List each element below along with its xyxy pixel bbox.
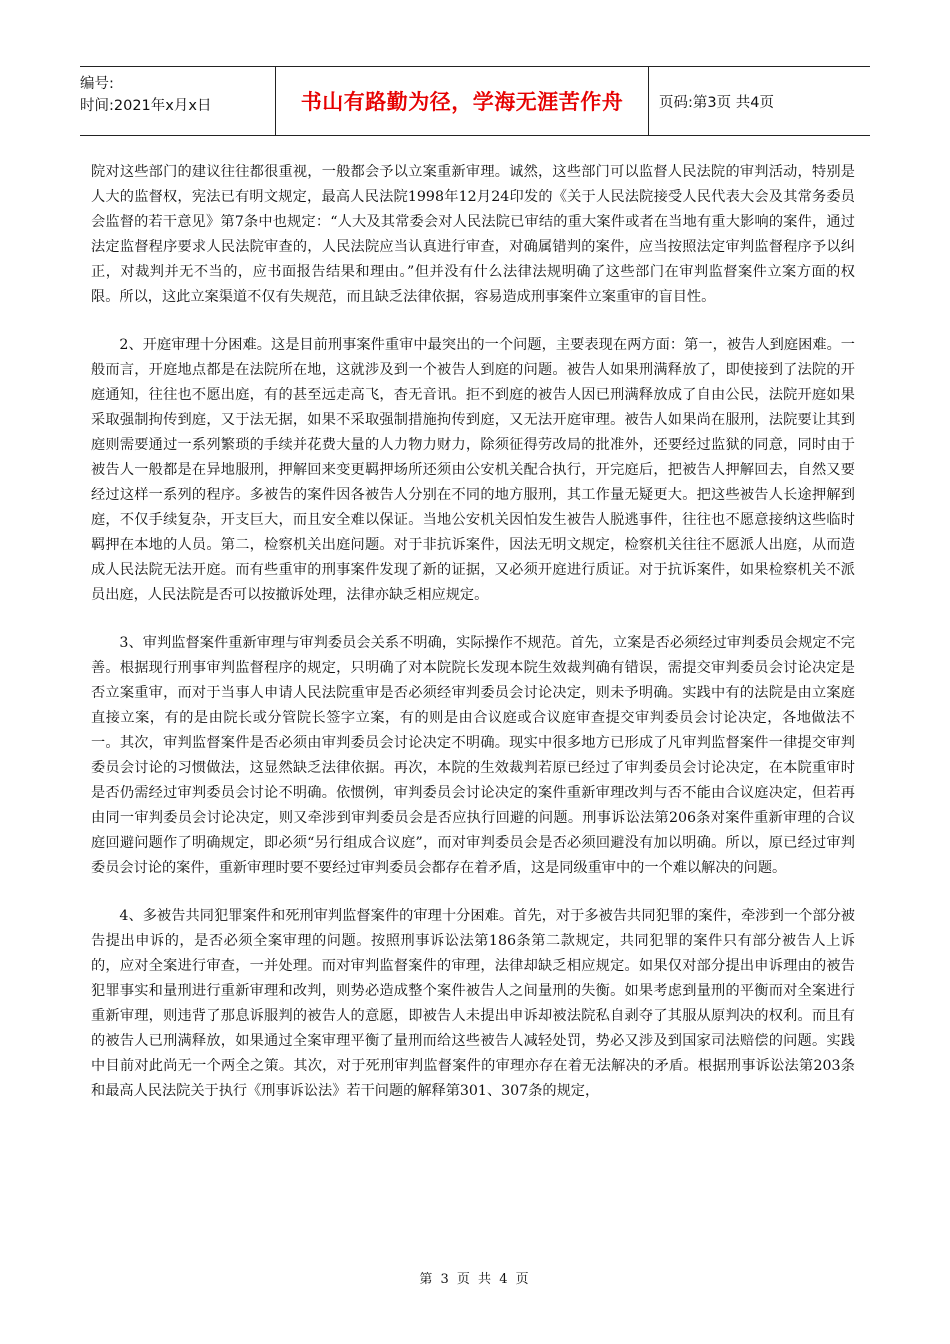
document-time-label: 时间:2021年x月x日 xyxy=(80,98,212,114)
body-paragraph-3: 3、审判监督案件重新审理与审判委员会关系不明确，实际操作不规范。首先，立案是否必须经过审判委员会规定不完善。根据现行刑事审判监督程序的规定，只明确了对本院院长发现本院生效裁判确有错误，需提交审判委员会讨论决定是否立案重审，而对于当事人申请人民法院重审是否必须经审判委员会讨论决定，则未予明确。实践中有的法院是由立案庭直接立案，有的是由院长或分管院长签字立案，有的则是由合议庭或合议庭审查提交审判委员会讨论决定，各地做法不一。其次，审判监督案件是否必须由审判委员会讨论决定不明确。现实中很多地方已形成了凡审判监督案件一律提交审判委员会讨论的习惯做法，这显然缺乏法律依据。再次，本院的生效裁判若原已经过了审判委员会讨论决定，在本院重审时是否仍需经过审判委员会讨论不明确。依惯例，审判委员会讨论决定的案件重新审理改判与否不能由合议庭决定，但若再由同一审判委员会讨论决定，则又牵涉到审判委员会是否应执行回避的问题。刑事诉讼法第206条对案件重新审理的合议庭回避问题作了明确规定，即必须“另行组成合议庭”，而对审判委员会是否必须回避没有加以明确。所以，原已经过审判委员会讨论的案件，重新审理时要不要经过审判委员会都存在着矛盾，这是同级重审中的一个难以解决的问题。 xyxy=(91,635,855,876)
header-motto: 书山有路勤为径，学海无涯苦作舟 xyxy=(275,67,649,135)
header-page-number: 页码:第3页 共4页 xyxy=(659,94,774,111)
document-body xyxy=(91,160,855,1127)
body-paragraph-1: 院对这些部门的建议往往都很重视，一般都会予以立案重新审理。诚然，这些部门可以监督人民法院的审判活动，特别是人大的监督权，宪法已有明文规定，最高人民法院1998年12月24印发的《关于人民法院接受人民代表大会及其常务委员会监督的若干意见》第7条中也规定：“人大及其常委会对人民法院已审结的重大案件或者在当地有重大影响的案件，通过法定监督程序要求人民法院审查的，人民法院应当认真进行审查，对确属错判的案件，应当按照法定审判监督程序予以纠正，对裁判并无不当的，应书面报告结果和理由。”但并没有什么法律法规明确了这些部门在审判监督案件立案方面的权限。所以，这此立案渠道不仅有失规范，而且缺乏法律依据，容易造成刑事案件立案重审的盲目性。 xyxy=(91,164,855,305)
page-header xyxy=(80,66,870,136)
header-meta xyxy=(80,67,275,135)
document-number-label: 编号: xyxy=(80,76,114,92)
body-paragraph-4: 4、多被告共同犯罪案件和死刑审判监督案件的审理十分困难。首先，对于多被告共同犯罪的案件，牵涉到一个部分被告提出申诉的，是否必须全案审理的问题。按照刑事诉讼法第186条第二款规定，共同犯罪的案件只有部分被告人上诉的，应对全案进行审查，一并处理。而对审判监督案件的审理，法律却缺乏相应规定。如果仅对部分提出申诉理由的被告犯罪事实和量刑进行重新审理和改判，则势必造成整个案件被告人之间量刑的失衡。如果考虑到量刑的平衡而对全案进行重新审理，则违背了那息诉服判的被告人的意愿，即被告人未提出申诉却被法院私自剥夺了其服从原判决的权利。而且有的被告人已刑满释放，如果通过全案审理平衡了量刑而给这些被告人减轻处罚，势必又涉及到国家司法赔偿的问题。实践中目前对此尚无一个两全之策。其次，对于死刑审判监督案件的审理亦存在着无法解决的矛盾。根据刑事诉讼法第203条和最高人民法院关于执行《刑事诉讼法》若干问题的解释第301、307条的规定， xyxy=(91,908,855,1099)
page-footer: 第 3 页 共 4 页 xyxy=(419,1272,531,1287)
body-paragraph-2: 2、开庭审理十分困难。这是目前刑事案件重审中最突出的一个问题，主要表现在两方面：第一，被告人到庭困难。一般而言，开庭地点都是在法院所在地，这就涉及到一个被告人到庭的问题。被告人如果刑满释放了，即使接到了法院的开庭通知，往往也不愿出庭，有的甚至远走高飞，杳无音讯。拒不到庭的被告人因已刑满释放成了自由公民，法院开庭如果采取强制拘传到庭，又于法无据，如果不采取强制措施拘传到庭，又无法开庭审理。被告人如果尚在服刑，法院要让其到庭则需要通过一系列繁琐的手续并花费大量的人力物力财力，除须征得劳改局的批准外，还要经过监狱的同意，同时由于被告人一般都是在异地服刑，押解回来变更羁押场所还须由公安机关配合执行，开完庭后，把被告人押解回去，自然又要经过这样一系列的程序。多被告的案件因各被告人分别在不同的地方服刑，其工作量无疑更大。把这些被告人长途押解到庭，不仅手续复杂，开支巨大，而且安全难以保证。当地公安机关因怕发生被告人脱逃事件，往往也不愿意接纳这些临时羁押在本地的人员。第二，检察机关出庭问题。对于非抗诉案件，因法无明文规定，检察机关往往不愿派人出庭，从而造成人民法院无法开庭。而有些重审的刑事案件发现了新的证据，又必须开庭进行质证。对于抗诉案件，如果检察机关不派员出庭，人民法院是否可以按撤诉处理，法律亦缺乏相应规定。 xyxy=(91,337,855,603)
